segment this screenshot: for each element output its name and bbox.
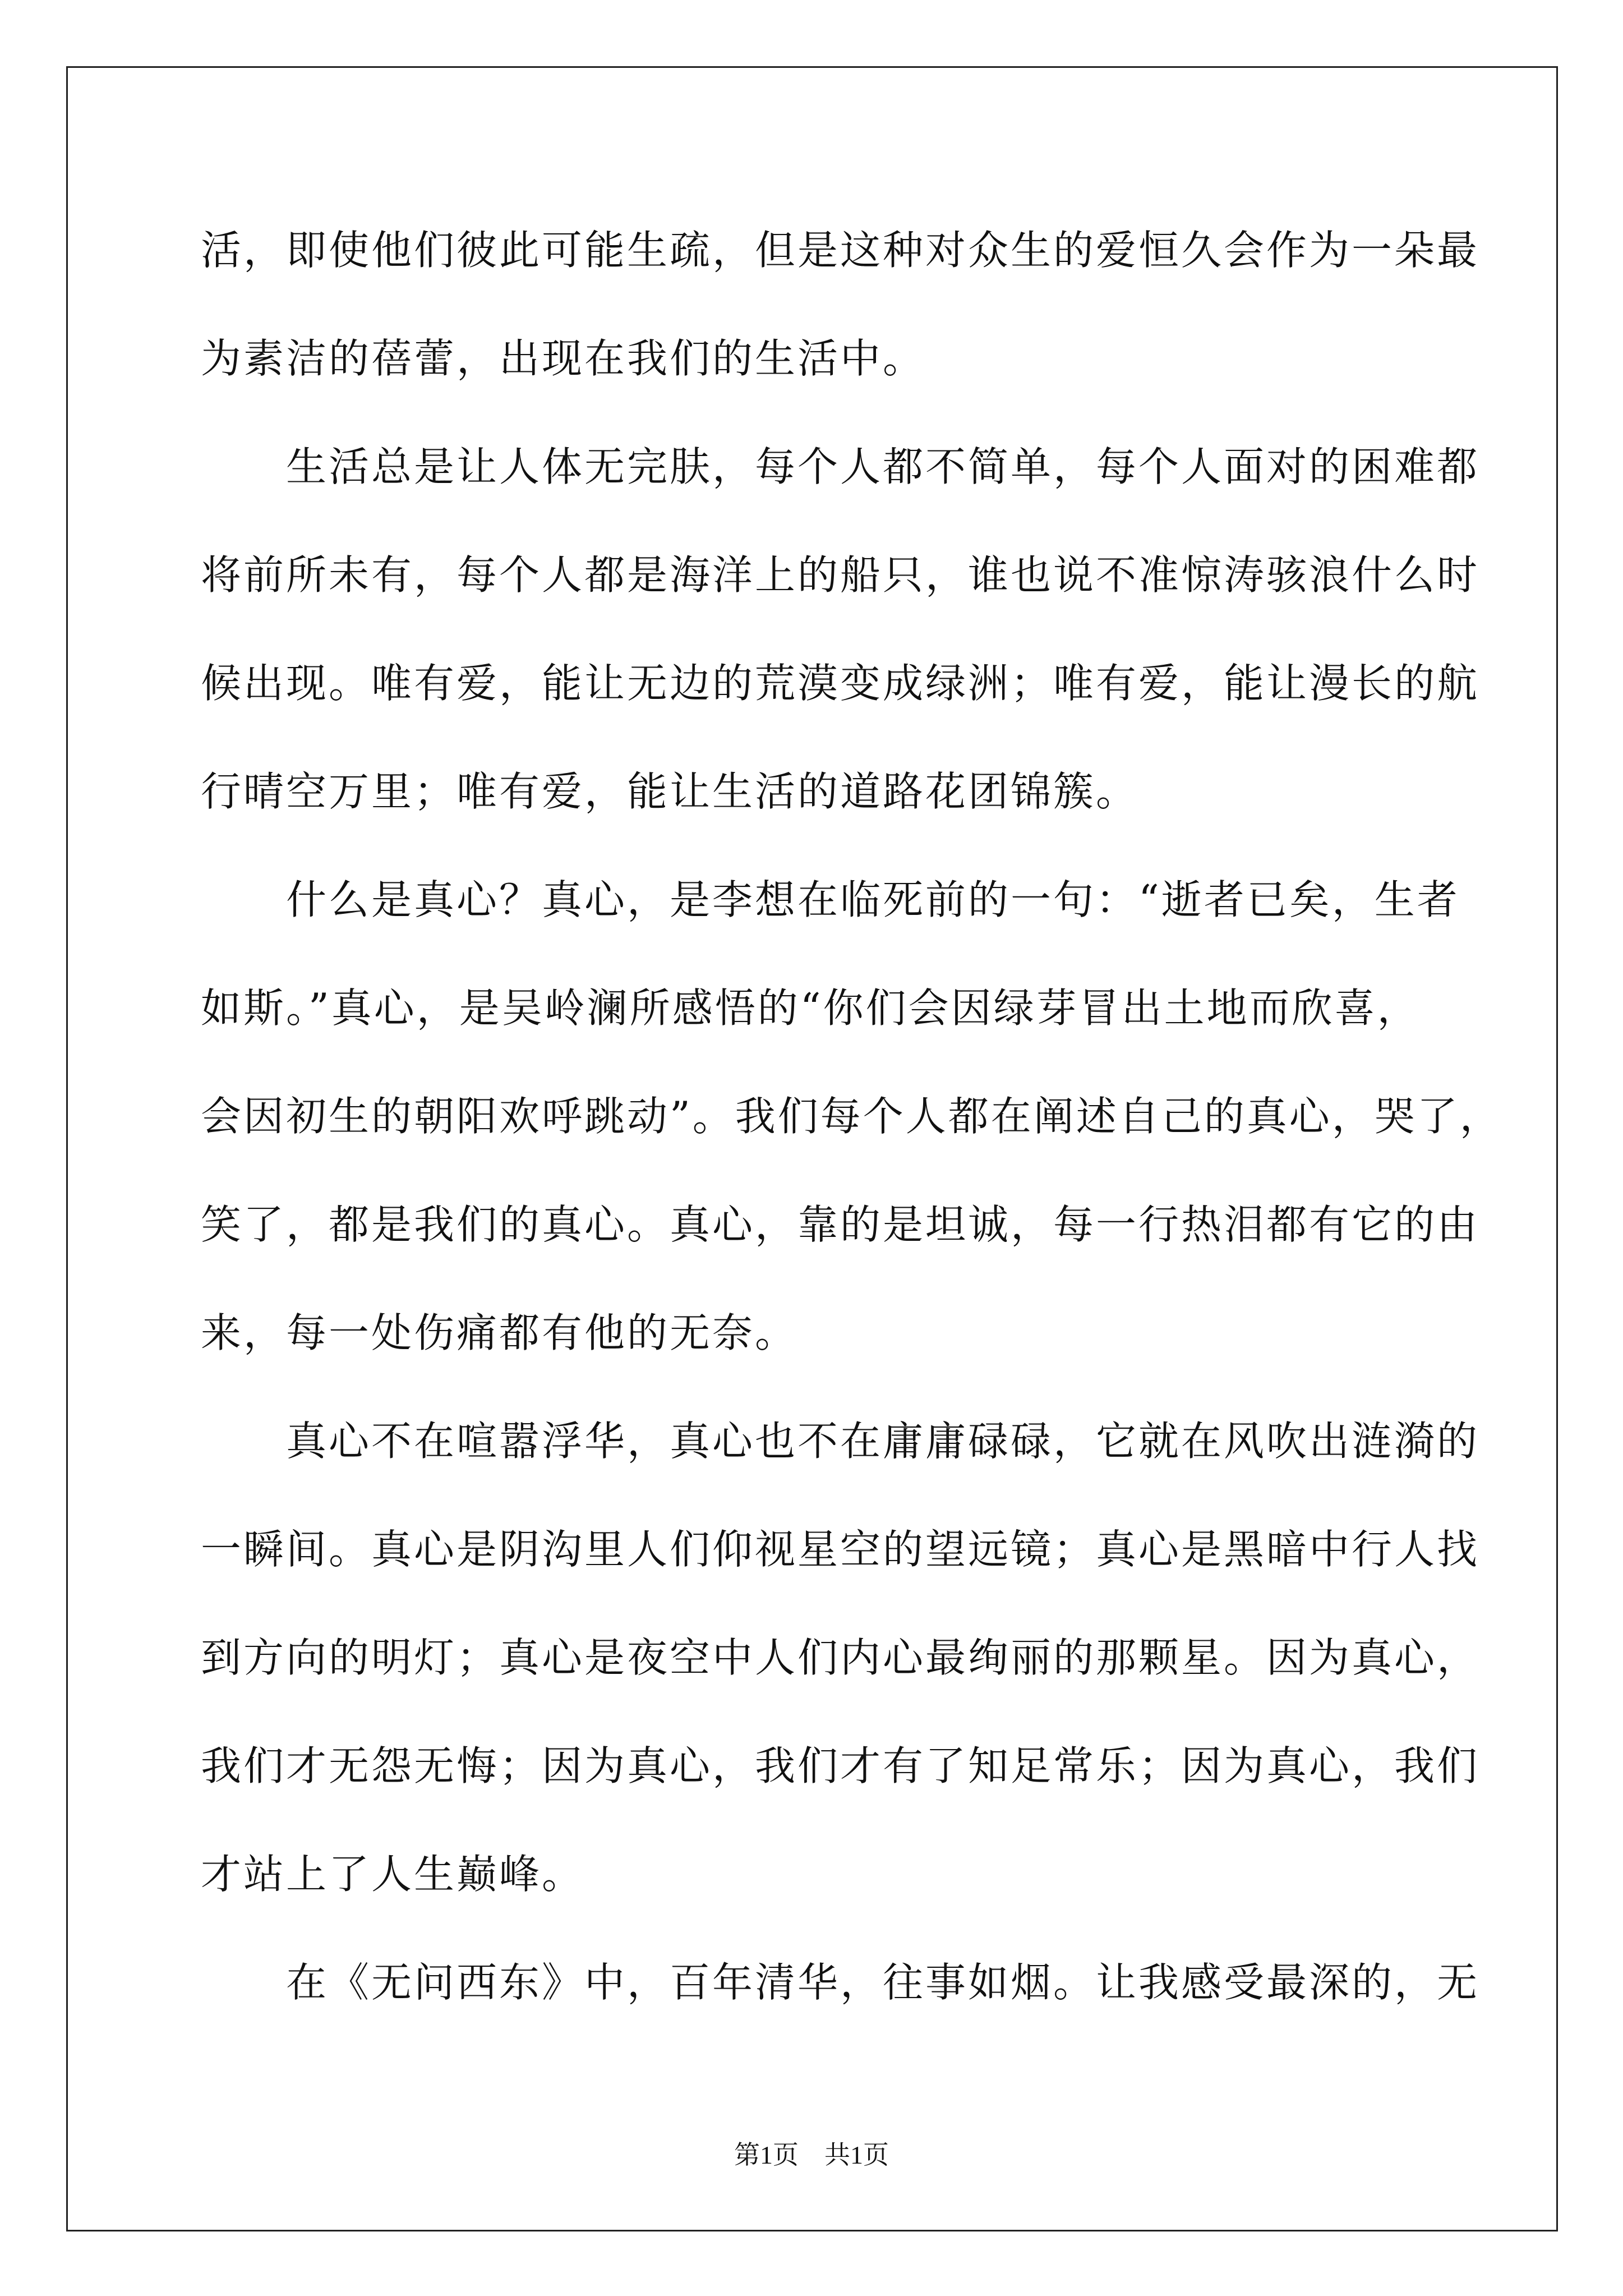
text-line: 笑了，都是我们的真心。真心，靠的是坦诚，每一行热泪都有它的由 <box>201 1201 1480 1248</box>
text-line: 什么是真心？真心，是李想在临死前的一句：“逝者已矣，生者 <box>201 876 1460 923</box>
text-line: 行晴空万里；唯有爱，能让生活的道路花团锦簇。 <box>201 768 1139 815</box>
text-line: 一瞬间。真心是阴沟里人们仰视星空的望远镜；真心是黑暗中行人找 <box>201 1526 1480 1573</box>
text-line: 生活总是让人体无完肤，每个人都不简单，每个人面对的困难都 <box>201 443 1480 490</box>
text-line: 真心不在喧嚣浮华，真心也不在庸庸碌碌，它就在风吹出涟漪的 <box>201 1418 1480 1465</box>
text-line: 候出现。唯有爱，能让无边的荒漠变成绿洲；唯有爱，能让漫长的航 <box>201 660 1480 707</box>
text-line: 将前所未有，每个人都是海洋上的船只，谁也说不准惊涛骇浪什么时 <box>201 551 1480 599</box>
text-line: 为素洁的蓓蕾，出现在我们的生活中。 <box>201 335 926 382</box>
text-line: 会因初生的朝阳欢呼跳动”。我们每个人都在阐述自己的真心，哭了， <box>201 1093 1502 1140</box>
text-line: 到方向的明灯；真心是夜空中人们内心最绚丽的那颗星。因为真心， <box>201 1634 1480 1681</box>
text-line: 活，即使他们彼此可能生疏，但是这种对众生的爱恒久会作为一朵最 <box>201 227 1480 274</box>
text-line: 来，每一处伤痛都有他的无奈。 <box>201 1309 798 1356</box>
text-line: 我们才无怨无悔；因为真心，我们才有了知足常乐；因为真心，我们 <box>201 1742 1480 1789</box>
document-body <box>201 213 1502 2054</box>
page-footer: 第1页 共1页 <box>734 2141 889 2169</box>
text-line: 才站上了人生巅峰。 <box>201 1851 585 1898</box>
text-line: 如斯。”真心，是吴岭澜所感悟的“你们会因绿芽冒出土地而欣喜， <box>201 984 1420 1032</box>
text-line: 在《无问西东》中，百年清华，往事如烟。让我感受最深的，无 <box>201 1959 1480 2006</box>
